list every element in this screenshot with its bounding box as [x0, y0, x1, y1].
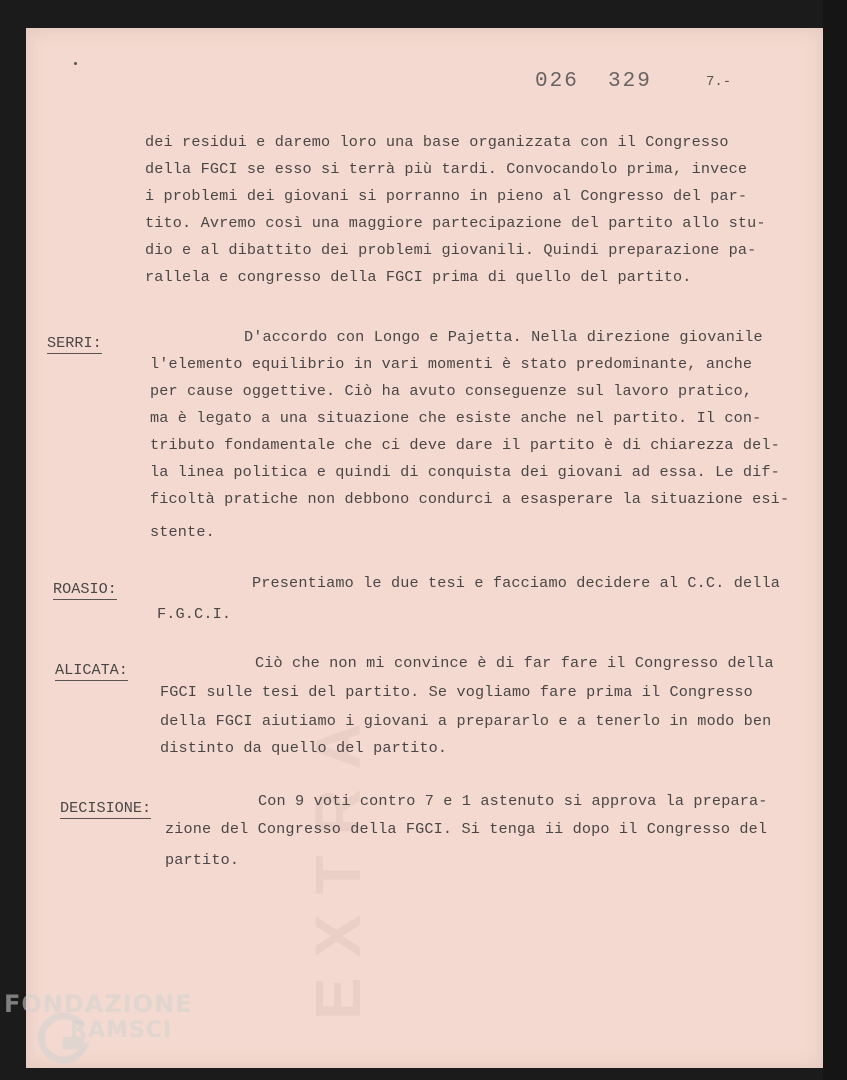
text-line: la linea politica e quindi di conquista dei giovani ad essa. Le dif-: [150, 463, 780, 481]
text-line: per cause oggettive. Ciò ha avuto conseguenze sul lavoro pratico,: [150, 382, 753, 400]
text-line: i problemi dei giovani si porranno in pieno al Congresso del par-: [145, 187, 748, 205]
text-line: dei residui e daremo loro una base organizzata con il Congresso: [145, 133, 729, 151]
speaker-alicata: ALICATA:: [55, 661, 128, 679]
text-line: Con 9 voti contro 7 e 1 astenuto si approva la prepara-: [258, 792, 768, 810]
text-line: della FGCI aiutiamo i giovani a prepararlo e a tenerlo in modo ben: [160, 712, 772, 730]
logo-text-fondazione: FONDAZIONE: [4, 990, 193, 1018]
text-line: F.G.C.I.: [157, 605, 232, 623]
text-line: stente.: [150, 523, 215, 541]
text-line: tributo fondamentale che ci deve dare il partito è di chiarezza del-: [150, 436, 780, 454]
logo-text-gramsci: RAMSCI: [70, 1018, 173, 1043]
text-line: tito. Avremo così una maggiore partecipazione del partito allo stu-: [145, 214, 766, 232]
text-line: Presentiamo le due tesi e facciamo decidere al C.C. della: [252, 574, 781, 592]
text-line: zione del Congresso della FGCI. Si tenga ii dopo il Congresso del: [165, 820, 768, 838]
document-number: 026 329: [535, 70, 652, 93]
text-line: l'elemento equilibrio in vari momenti è stato predominante, anche: [150, 355, 753, 373]
text-line: della FGCI se esso si terrà più tardi. Convocandolo prima, invece: [145, 160, 748, 178]
text-line: dio e al dibattito dei problemi giovanili. Quindi preparazione pa-: [145, 241, 757, 259]
speaker-roasio: ROASIO:: [53, 580, 117, 598]
text-line: ma è legato a una situazione che esiste anche nel partito. Il con-: [150, 409, 762, 427]
text-line: partito.: [165, 851, 240, 869]
speck: [74, 62, 77, 65]
page-number: 7.-: [706, 74, 732, 90]
text-line: FGCI sulle tesi del partito. Se vogliamo fare prima il Congresso: [160, 683, 753, 701]
text-line: Ciò che non mi convince è di far fare il Congresso della: [255, 654, 774, 672]
text-line: D'accordo con Longo e Pajetta. Nella direzione giovanile: [244, 328, 763, 346]
document-page: [26, 28, 823, 1068]
speaker-serri: SERRI:: [47, 334, 102, 352]
svg-text:EXTRA: EXTRA: [302, 703, 374, 1020]
text-line: ficoltà pratiche non debbono condurci a esasperare la situazione esi-: [150, 490, 790, 508]
scan-border: [823, 0, 847, 1080]
text-line: distinto da quello del partito.: [160, 739, 448, 757]
text-line: rallela e congresso della FGCI prima di quello del partito.: [145, 268, 692, 286]
speaker-decisione: DECISIONE:: [60, 799, 152, 817]
